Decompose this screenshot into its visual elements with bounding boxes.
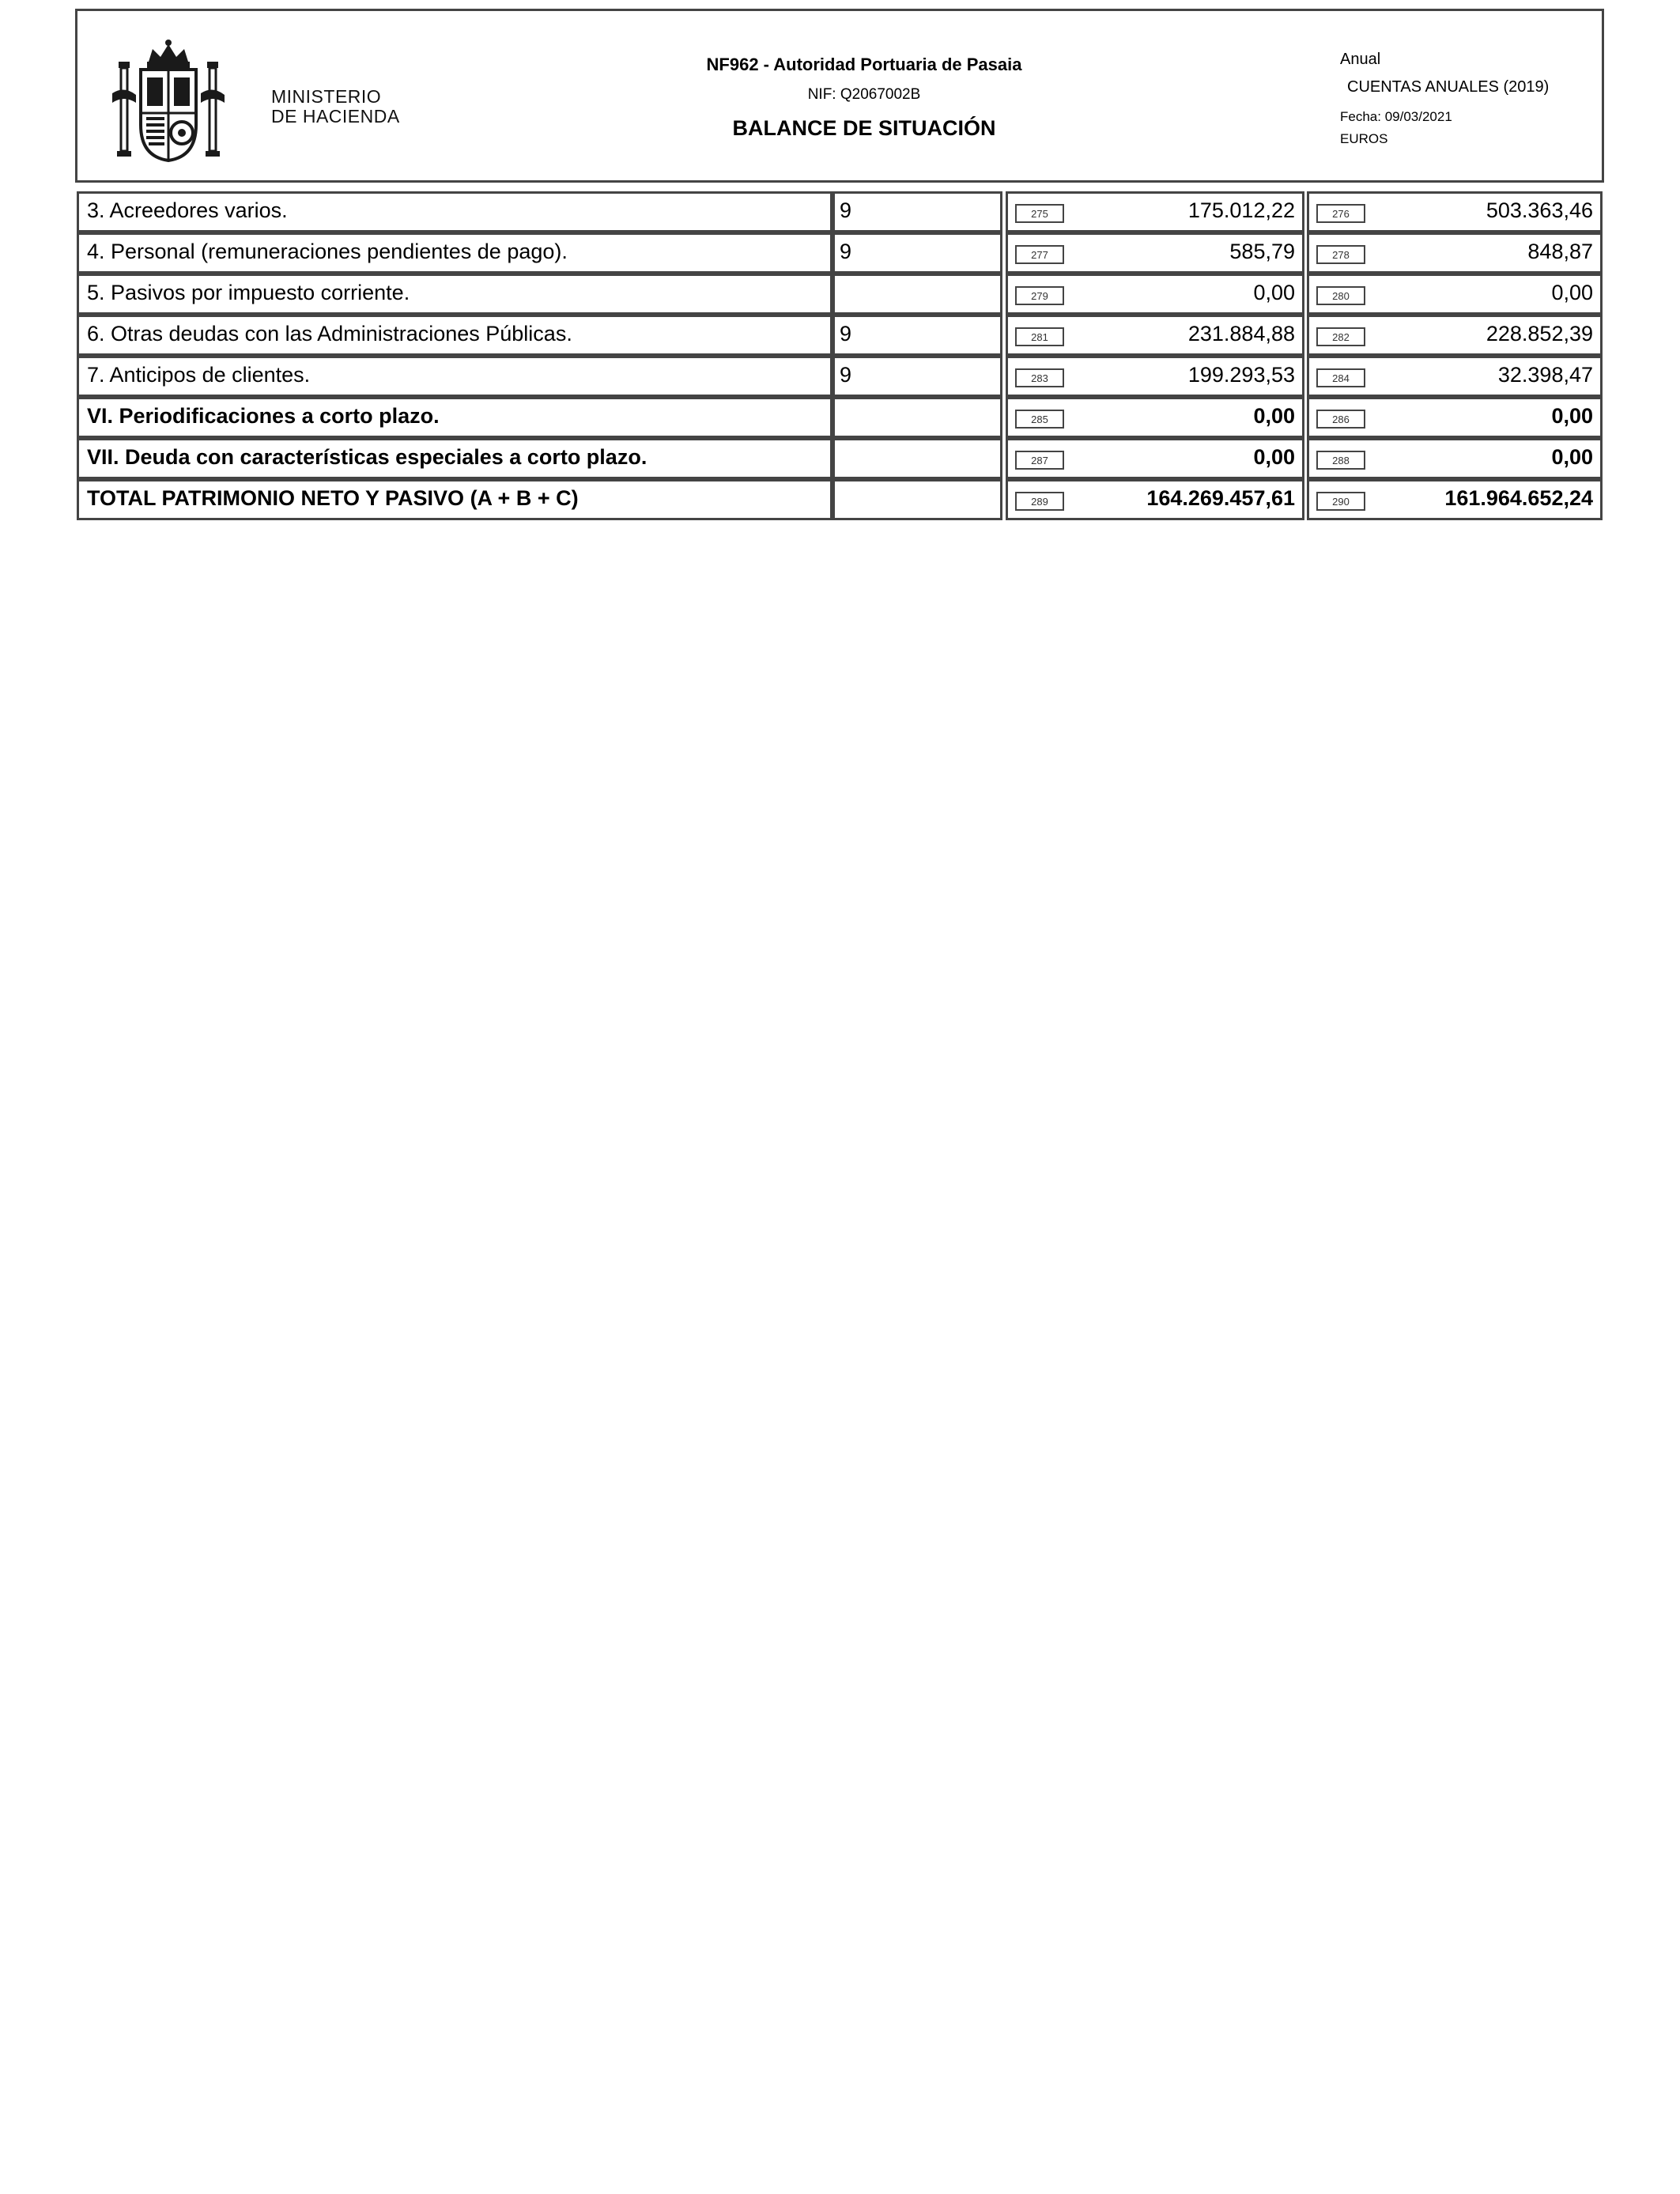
prior-year-cell: [1307, 274, 1603, 315]
note-cell: [832, 315, 1002, 356]
field-code: 284: [1316, 368, 1365, 387]
current-year-cell: [1006, 315, 1304, 356]
current-year-value: 231.884,88: [1187, 322, 1295, 346]
row-label-cell: [77, 274, 832, 315]
row-label: 6. Otras deudas con las Administraciones Públicas.: [87, 322, 572, 346]
field-code: 280: [1316, 286, 1365, 305]
field-code: 275: [1015, 204, 1064, 223]
currency-label: EUROS: [1340, 131, 1388, 146]
current-year-cell: [1006, 397, 1304, 438]
prior-year-cell: [1307, 438, 1603, 479]
row-label: 4. Personal (remuneraciones pendientes de pago).: [87, 240, 568, 263]
row-label-cell: [77, 191, 832, 232]
field-code: 278: [1316, 245, 1365, 264]
note-cell: [832, 274, 1002, 315]
report-title: BALANCE DE SITUACIÓN: [732, 116, 996, 140]
prior-year-cell: [1307, 315, 1603, 356]
note-ref: 9: [840, 198, 852, 222]
table-row: [77, 232, 1603, 274]
row-label: 5. Pasivos por impuesto corriente.: [87, 281, 410, 304]
prior-year-value: 0,00: [1551, 445, 1593, 469]
coat-of-arms-icon: [109, 38, 228, 164]
current-year-cell: [1006, 191, 1304, 232]
note-cell: [832, 479, 1002, 520]
note-cell: [832, 232, 1002, 274]
row-label: 7. Anticipos de clientes.: [87, 363, 311, 387]
current-year-value: 199.293,53: [1187, 363, 1295, 387]
prior-year-value: 32.398,47: [1497, 363, 1593, 387]
prior-year-cell: [1307, 191, 1603, 232]
prior-year-value: 0,00: [1551, 281, 1593, 304]
row-label: TOTAL PATRIMONIO NETO Y PASIVO (A + B + C): [87, 486, 579, 510]
field-code: 287: [1015, 451, 1064, 470]
ministry-name: [271, 87, 400, 127]
row-label-cell: [77, 479, 832, 520]
prior-year-value: 503.363,46: [1486, 198, 1593, 222]
prior-year-cell: [1307, 232, 1603, 274]
table-row: [77, 274, 1603, 315]
prior-year-value: 161.964.652,24: [1444, 486, 1593, 510]
prior-year-value: 848,87: [1527, 240, 1593, 263]
current-year-value: 0,00: [1253, 281, 1295, 304]
prior-year-cell: [1307, 397, 1603, 438]
current-year-cell: [1006, 274, 1304, 315]
note-ref: 9: [840, 322, 852, 346]
current-year-value: 175.012,22: [1187, 198, 1295, 222]
prior-year-value: 228.852,39: [1486, 322, 1593, 346]
prior-year-value: 0,00: [1551, 404, 1593, 428]
period-type: Anual: [1340, 51, 1381, 68]
total-row: [77, 479, 1603, 520]
report-date: Fecha: 09/03/2021: [1340, 109, 1452, 124]
row-label-cell: [77, 232, 832, 274]
row-label: 3. Acreedores varios.: [87, 198, 288, 222]
note-cell: [832, 438, 1002, 479]
field-code: 286: [1316, 410, 1365, 429]
row-label-cell: [77, 356, 832, 397]
row-label-cell: [77, 438, 832, 479]
table-row: [77, 315, 1603, 356]
prior-year-cell: [1307, 479, 1603, 520]
field-code: 285: [1015, 410, 1064, 429]
row-label-cell: [77, 397, 832, 438]
row-label: VI. Periodificaciones a corto plazo.: [87, 404, 440, 428]
note-cell: [832, 397, 1002, 438]
table-row: [77, 438, 1603, 479]
ministry-logo: [109, 38, 425, 172]
note-cell: [832, 356, 1002, 397]
entity-name: NF962 - Autoridad Portuaria de Pasaia: [706, 55, 1022, 74]
table-row: [77, 397, 1603, 438]
current-year-cell: [1006, 232, 1304, 274]
row-label: VII. Deuda con características especiales a corto plazo.: [87, 445, 647, 469]
nif-number: NIF: Q2067002B: [807, 86, 921, 103]
row-label-cell: [77, 315, 832, 356]
field-code: 283: [1015, 368, 1064, 387]
field-code: 279: [1015, 286, 1064, 305]
field-code: 288: [1316, 451, 1365, 470]
note-ref: 9: [840, 363, 852, 387]
field-code: 281: [1015, 327, 1064, 346]
field-code: 289: [1015, 492, 1064, 511]
field-code: 282: [1316, 327, 1365, 346]
table-row: [77, 191, 1603, 232]
document-header: [75, 9, 1604, 183]
field-code: 277: [1015, 245, 1064, 264]
current-year-cell: [1006, 356, 1304, 397]
field-code: 276: [1316, 204, 1365, 223]
current-year-value: 164.269.457,61: [1146, 486, 1295, 510]
ministry-name-line1: MINISTERIO: [271, 86, 382, 107]
ministry-name-line2: DE HACIENDA: [271, 106, 400, 127]
table-row: [77, 356, 1603, 397]
current-year-value: 0,00: [1253, 445, 1295, 469]
current-year-value: 0,00: [1253, 404, 1295, 428]
note-cell: [832, 191, 1002, 232]
current-year-value: 585,79: [1229, 240, 1295, 263]
note-ref: 9: [840, 240, 852, 263]
field-code: 290: [1316, 492, 1365, 511]
current-year-cell: [1006, 438, 1304, 479]
document-type: CUENTAS ANUALES (2019): [1347, 78, 1550, 96]
prior-year-cell: [1307, 356, 1603, 397]
current-year-cell: [1006, 479, 1304, 520]
